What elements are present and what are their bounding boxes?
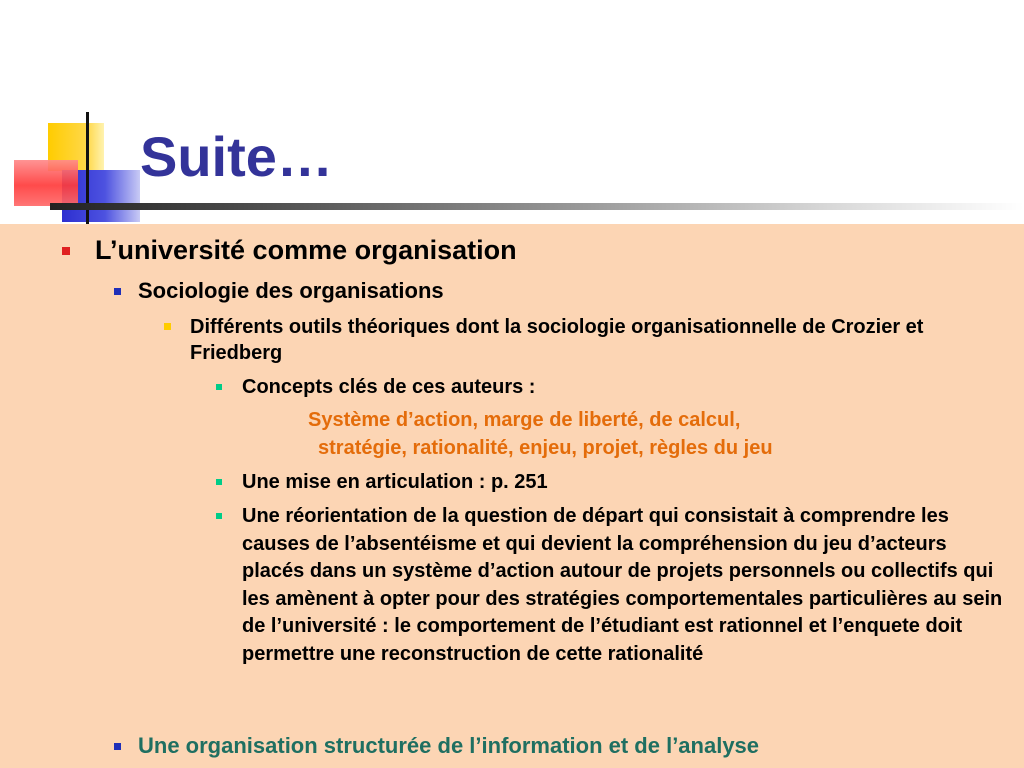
slide-title: Suite… [140, 125, 333, 188]
bullet-universite-organisation [62, 234, 517, 266]
yellow-square-bullet-icon [164, 323, 171, 330]
bullet-sociologie-organisations [114, 277, 444, 304]
bullet-text: Concepts clés de ces auteurs : [242, 376, 536, 398]
bullet-concepts-cles [216, 374, 1006, 402]
red-square-bullet-icon [62, 247, 70, 255]
concepts-list-line-1: Système d’action, marge de liberté, de calcul, [308, 409, 741, 431]
concepts-list-line-2: stratégie, rationalité, enjeu, projet, règles du jeu [318, 437, 773, 459]
blue-square-bullet-icon [114, 743, 121, 750]
green-square-bullet-icon [216, 513, 222, 519]
bullet-text: Différents outils théoriques dont la sociologie organisationnelle de Crozier et Friedberg [190, 316, 924, 364]
title-underline [50, 203, 1024, 210]
bullet-text: Sociologie des organisations [138, 278, 444, 303]
green-square-bullet-icon [216, 479, 222, 485]
green-square-bullet-icon [216, 384, 222, 390]
red-square [14, 160, 78, 206]
bullet-text: Une organisation structurée de l’information et de l’analyse [138, 733, 760, 758]
bullet-text: Une réorientation de la question de départ qui consistait à comprendre les causes de l’absentéisme et qui devient la compréhension du jeu d’acteurs placés dans un système d’action autour de projets personnels ou collectifs qui les amènent à opter pour des stratégies comportementales particulières au sein de l’université : le comportement de l’étudiant est rationnel et l’enquete doit permettre une reconstruction de cette rationalité [242, 505, 1003, 665]
decorative-logo [0, 0, 160, 230]
bullet-organisation-structuree [114, 732, 759, 759]
bullet-outils-theoriques [164, 314, 1014, 366]
bullet-reorientation [216, 503, 1006, 668]
bullet-text: Une mise en articulation : p. 251 [242, 471, 548, 493]
blue-square-bullet-icon [114, 288, 121, 295]
bullet-text: L’université comme organisation [95, 235, 517, 265]
bullet-mise-en-articulation [216, 469, 1006, 497]
